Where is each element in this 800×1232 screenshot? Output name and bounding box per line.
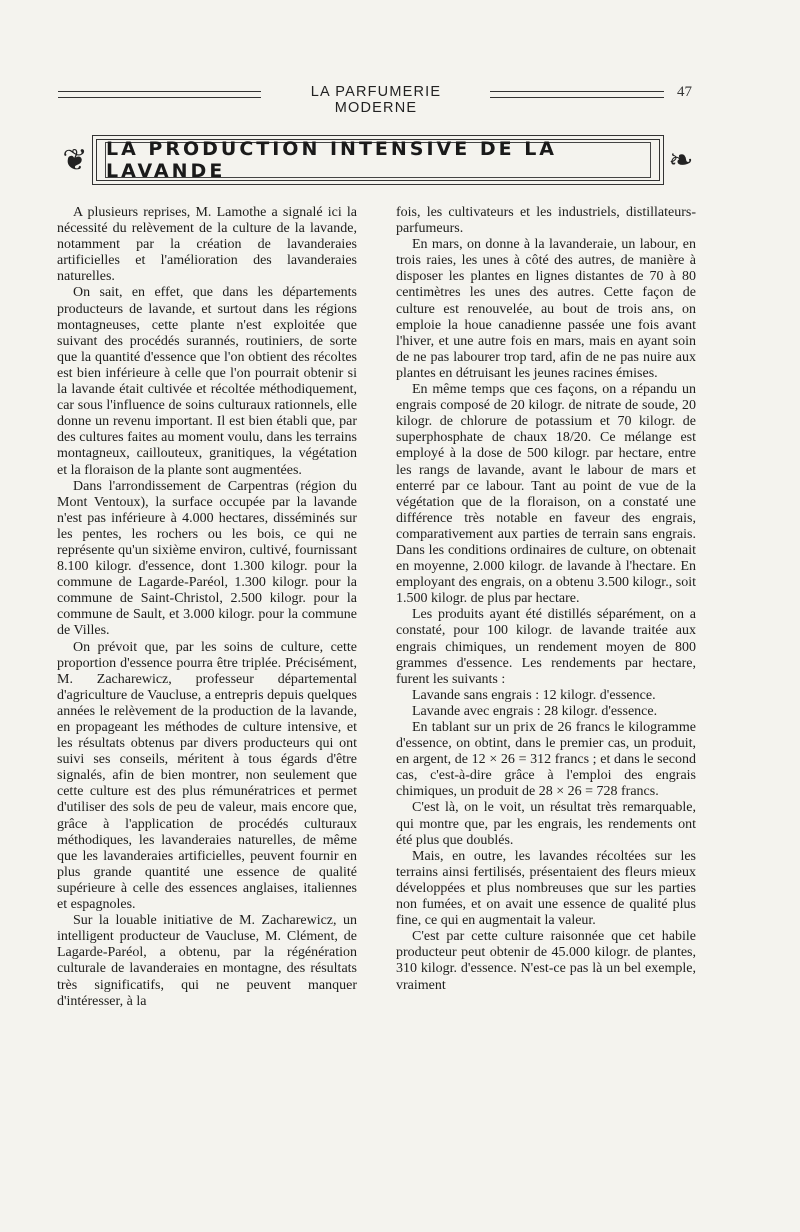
paragraph: Mais, en outre, les lavandes récoltées sur les terrains ainsi fertilisés, présentaient des fleurs mieux développées et plus nombreuses que sur les parties non fumées, et on avait une essence de qualité plus fine, ce qui en augmentait la valeur. [396,848,696,929]
paragraph: On sait, en effet, que dans les départements producteurs de lavande, et surtout dans les régions montagneuses, cette plante n'est exploitée que suivant des procédés surannés, routiniers, de sorte que la quantité d'essence que l'on obtient des récoltes est bien inférieure à celle que l'on pourrait obtenir si la lavande était cultivée et récoltée méthodiquement, car sous l'influence de soins culturaux rationnels, elle donne un revenu important. Il est bien établi que, par des cultures faites au moment voulu, dans les terrains montagneux, caillouteux, granitiques, la végétation et la floraison de la plante sont augmentées. [57,285,357,478]
page-number: 47 [677,84,692,100]
paragraph: En mars, on donne à la lavanderaie, un labour, en trois raies, les unes à côté des autres, de manière à disposer les plantes en lignes distantes de 70 à 80 centimètres les unes des autres. Cette façon de culture est renouvelée, au bout de trois ans, on emploie la houe canadienne passée une fois avant l'hiver, et une autre fois en mars, mais en ayant soin de ne pas labourer trop tard, afin de ne pas nuire aux plantes en détruisant les jeunes racines émises. [396,237,696,381]
paragraph: En tablant sur un prix de 26 francs le kilogramme d'essence, on obtint, dans le premier cas, un produit, en argent, de 12 × 26 = 312 francs ; et dans le second cas, c'est-à-dire grâce à l'emploi des engrais chimiques, un produit de 28 × 26 = 728 francs. [396,720,696,800]
article-title-banner [58,135,698,185]
paragraph-continuation: fois, les cultivateurs et les industriels, distillateurs-parfumeurs. [396,205,696,237]
running-title: LA PARFUMERIE MODERNE [310,84,442,116]
paragraph: On prévoit que, par les soins de culture, cette proportion d'essence pourra être triplée. Précisément, M. Zacharewicz, professeur départemental d'agriculture de Vaucluse, a entrepris depuis quelques années le relèvement de la production de la lavande, en propageant les méthodes de culture intensive, et les résultats obtenus par divers producteurs qui ont suivi ses conseils, méritent à tous égards d'être signalés, afin de bien montrer, non seulement que cette culture est des plus rémunératrices et permet d'utiliser des sols de peu de valeur, mais encore que, grâce à l'application de procédés culturaux méthodiques, les lavanderaies naturelles, de même que les lavanderaies artificielles, peuvent fournir en plus grande quantité une essence de qualité supérieure à celle des essences anglaises, italiennes et espagnoles. [57,639,357,913]
title-inner-frame [105,138,651,182]
yield-line: Lavande sans engrais : 12 kilogr. d'essence. [412,687,656,703]
right-column [396,205,696,994]
left-column [57,205,357,1010]
paragraph: Les produits ayant été distillés séparément, on a constaté, pour 100 kilogr. de lavande traitée aux engrais chimiques, un rendement moyen de 800 grammes d'essence. Les rendements par hectare, furent les suivants : [396,607,696,687]
paragraph: Dans l'arrondissement de Carpentras (région du Mont Ventoux), la surface occupée par la lavande n'est pas inférieure à 4.000 hectares, disséminés sur les pentes, les rochers ou les bois, ce qui ne représente qu'un sixième environ, cultivé, fournissant 8.100 kilogr. d'essence, dont 1.300 kilogr. pour la commune de Lagarde-Paréol, 1.300 kilogr. pour la commune de Saint-Christol, 2.500 kilogr. pour la commune de Sault, et 3.000 kilogr. pour la commune de Villes. [57,478,357,639]
paragraph: Sur la louable initiative de M. Zacharewicz, un intelligent producteur de Vaucluse, M. Clément, de Lagarde-Paréol, a obtenu, par la régénération culturale de lavanderaies en montagne, des résultats très significatifs, qui ne peuvent manquer d'intéresser, à la [57,913,357,1009]
paragraph: En même temps que ces façons, on a répandu un engrais composé de 20 kilogr. de nitrate de soude, 20 kilogr. de chlorure de potassium et 70 kilogr. de superphosphate de chaux 18/20. Ce mélange est employé à la dose de 500 kilogr. par hectare, entre les rangs de lavande, avant le labour de mars et enterré par ce labour. Tant au point de vue de la végétation que de la floraison, on a constaté une différence très notable en faveur des engrais, comparativement aux parties de terrain sans engrais. Dans les conditions ordinaires de culture, on obtenait en moyenne, 2.000 kilogr. de lavande à l'hectare. En employant des engrais, on a obtenu 3.500 kilogr., soit 1.500 kilogr. de plus par hectare. [396,382,696,607]
paragraph: A plusieurs reprises, M. Lamothe a signalé ici la nécessité du relèvement de la culture de la lavande, notamment par la création de lavanderaies artificielles et l'amélioration des lavanderaies naturelles. [57,205,357,285]
paragraph: C'est là, on le voit, un résultat très remarquable, qui montre que, par les engrais, les rendements ont été plus que doublés. [396,800,696,848]
yield-line: Lavande avec engrais : 28 kilogr. d'essence. [412,703,658,719]
header-rule-right [490,91,664,98]
title-frame [92,135,664,185]
running-header [58,84,698,116]
header-rule-left [58,91,261,98]
paragraph: C'est par cette culture raisonnée que cet habile producteur peut obtenir de 45.000 kilogr. de plantes, 310 kilogr. d'essence. N'est-ce pas là un bel exemple, vraiment [396,929,696,993]
article-title: LA PRODUCTION INTENSIVE DE LA LAVANDE [106,138,558,182]
fleuron-right-icon: ❧ [668,144,694,177]
fleuron-left-icon: ❦ [62,144,88,177]
